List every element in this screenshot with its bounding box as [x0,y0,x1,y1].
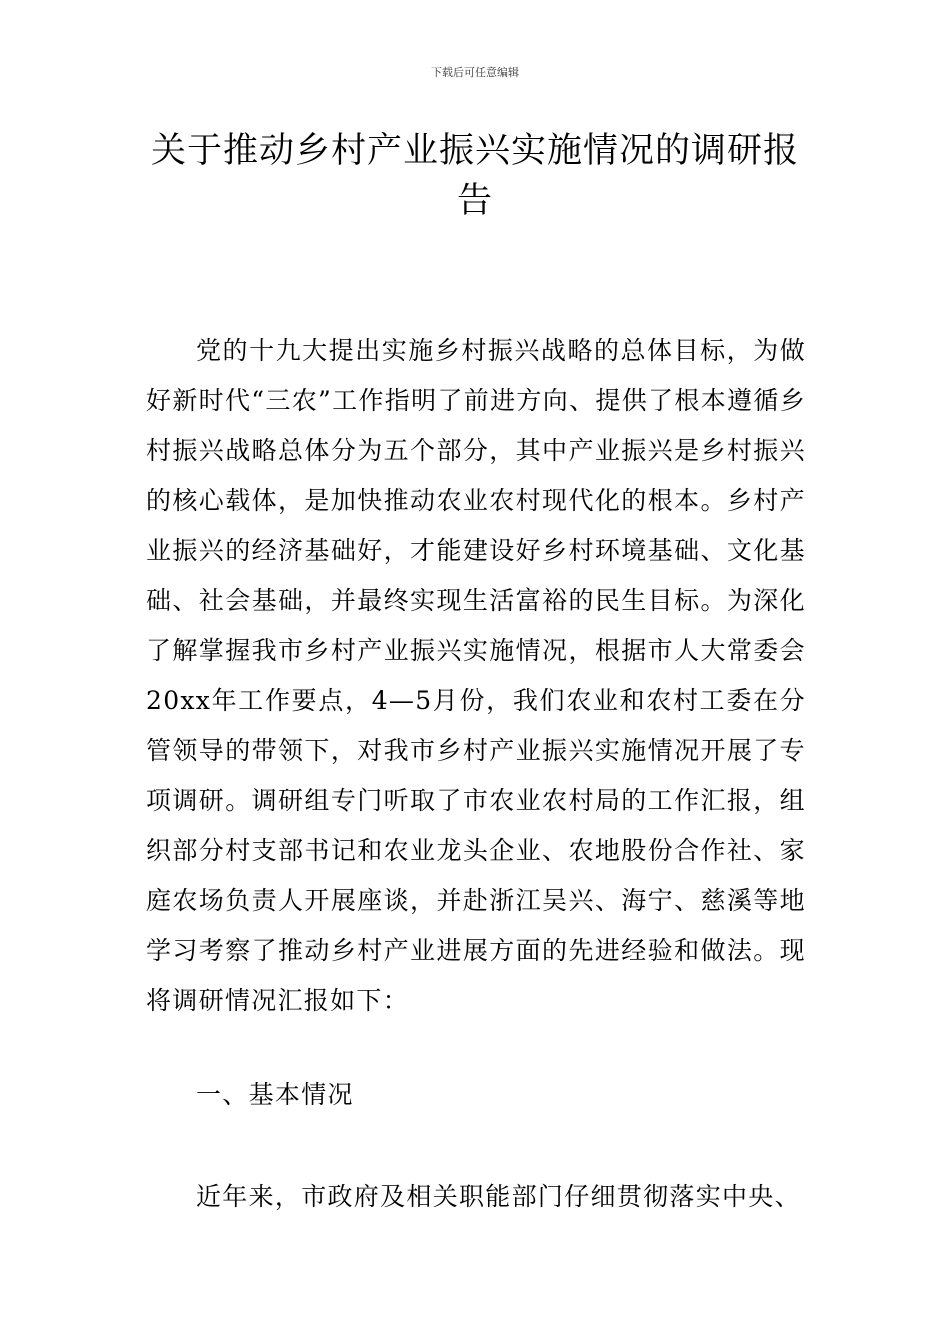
body-paragraph: 近年来，市政府及相关职能部门仔细贯彻落实中央、 [196,1182,801,1211]
header-note: 下载后可任意编辑 [431,66,519,79]
document-title: 关于推动乡村产业振兴实施情况的调研报告 [150,131,799,221]
body-paragraph: 党的十九大提出实施乡村振兴战略的总体目标，为做好新时代“三农”工作指明了前进方向、提供了根本遵循乡村振兴战略总体分为五个部分，其中产业振兴是乡村振兴的核心载体，是加快推动农业农村现代化的根本。乡村产业振兴的经济基础好，才能建设好乡村环境基础、文化基础、社会基础，并最终实现生活富裕的民生目标。为深化了解掌握我市乡村产业振兴实施情况，根据市人大常委会20xx年工作要点，4—5月份，我们农业和农村工委在分管领导的带领下，对我市乡村产业振兴实施情况开展了专项调研。调研组专门听取了市农业农村局的工作汇报，组织部分村支部书记和农业龙头企业、农地股份合作社、家庭农场负责人开展座谈，并赴浙江吴兴、海宁、慈溪等地学习考察了推动乡村产业进展方面的先进经验和做法。现将调研情况汇报如下： [146,336,806,1015]
section-heading: 一、基本情况 [196,1080,354,1109]
